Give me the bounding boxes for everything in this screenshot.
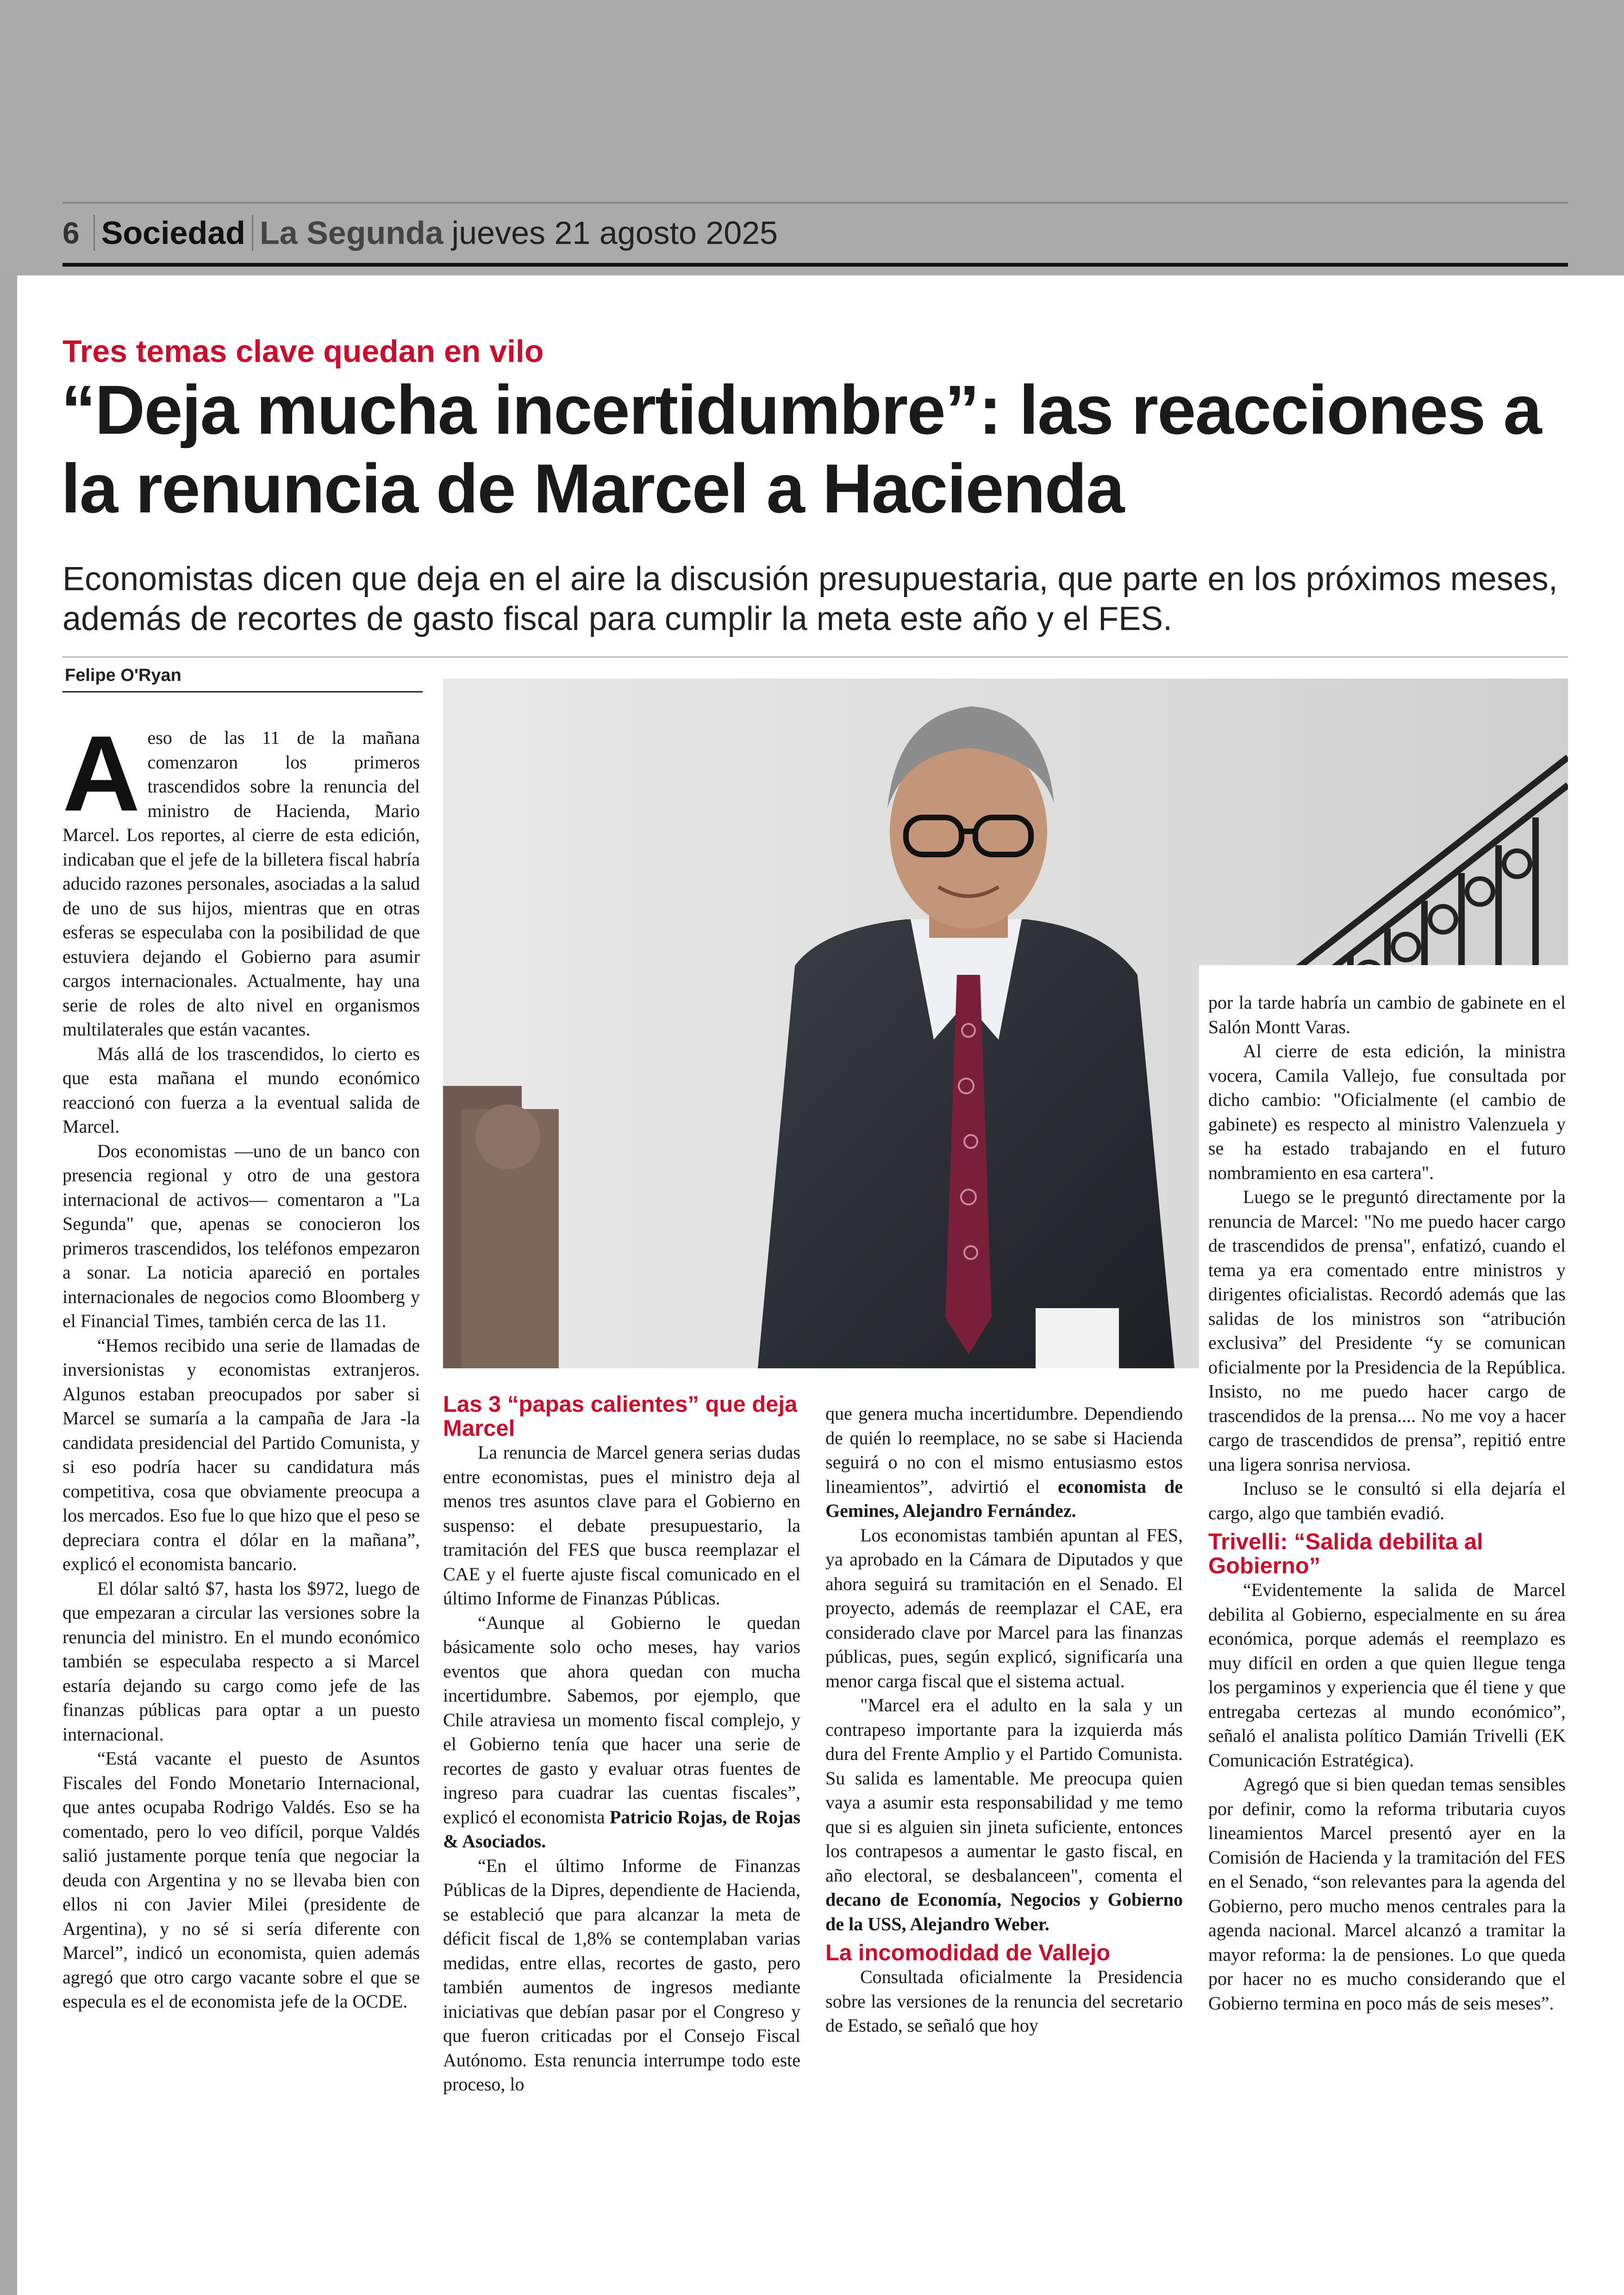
newspaper-name: La Segunda [259, 215, 443, 251]
paragraph: Los economistas también apuntan al FES, ya aprobado en la Cámara de Diputados y que ahora seguirá su tramitación en el Senado. El proyecto, además de reemplazar el CAE, era considerado clave por Marcel para las finanzas públicas, pues, según explicó, significaría una menor carga fiscal que el sistema actual. [825, 1524, 1183, 1691]
text-column-2 [443, 1392, 800, 2097]
section-name: Sociedad [101, 215, 245, 251]
quote-text: “Aunque al Gobierno le quedan básicamente solo ocho meses, hay varios eventos que ahora quedan con mucha incertidumbre. Sabemos, por ejemplo, que Chile atraviesa un momento fiscal complejo, y el Gobierno tenía que hacer una serie de recortes de gasto y evaluar otras fuentes de ingreso para cuadrar las cuentas fiscales”, explicó el economista [443, 1612, 800, 1827]
subheading-papas-calientes: Las 3 “papas calientes” que deja Marcel [443, 1392, 798, 1441]
article-kicker: Tres temas clave quedan en vilo [62, 334, 544, 369]
subheading-vallejo: La incomodidad de Vallejo [825, 1940, 1111, 1965]
subheading-trivelli: Trivelli: “Salida debilita al Gobierno” [1208, 1529, 1483, 1578]
drop-cap: A [62, 714, 140, 834]
article-headline: “Deja mucha incertidumbre”: las reacciones a la renuncia de Marcel a Hacienda [61, 371, 1541, 527]
article-deck: Economistas dicen que deja en el aire la discusión presupuestaria, que parte en los próximos meses, además de recortes de gasto fiscal para cumplir la meta este año y el FES. [62, 561, 1558, 637]
text-column-4 [1208, 991, 1566, 2015]
paragraph: La renuncia de Marcel genera serias dudas entre economistas, pues el ministro deja al menos tres asuntos clave para el Gobierno en suspenso: el debate presupuestario, la tramitación del FES que busca reemplazar el CAE y el fuerte ajuste fiscal comunicado en el último Informe de Finanzas Públicas. [443, 1442, 800, 1609]
header-divider [252, 215, 253, 251]
header-top-rule [62, 202, 1568, 204]
paragraph: Más allá de los trascendidos, lo cierto es que esta mañana el mundo económico reaccionó con fuerza a la eventual salida de Marcel. [62, 1043, 420, 1137]
paragraph: El dólar saltó $7, hasta los $972, luego de que empezaran a circular las versiones sobre la renuncia del ministro. En el mundo económico también se especulaba respecto a si Marcel estaría dejando su cargo como jefe de las finanzas públicas para optar a un puesto internacional. [62, 1578, 420, 1745]
paragraph: “Está vacante el puesto de Asuntos Fiscales del Fondo Monetario Internacional, que antes ocupaba Rodrigo Valdés. Eso se ha comentado, pero lo veo difícil, porque Valdés salió justamente porque tenía que negociar la deuda con Argentina y no se llevaba bien con ellos ni con Javier Milei (presidente de Argentina), y no sé si sería diferente con Marcel”, indicó un economista, quien además agregó que otro cargo vacante sobre el que se especula es el de economista jefe de la OCDE. [62, 1748, 420, 2012]
text-column-1 [62, 714, 420, 2014]
byline-divider [62, 691, 423, 692]
paragraph: Consultada oficialmente la Presidencia sobre las versiones de la renuncia del secretario de Estado, se señaló que hoy [825, 1966, 1183, 2036]
page-number: 6 [62, 216, 80, 250]
paragraph: Luego se le preguntó directamente por la renuncia de Marcel: "No me puedo hacer cargo de trascendidos de prensa", enfatizó, cuando el tema ya era comentado entre ministros y dirigentes oficialistas. Recordó además que las salidas de los ministros son “atribución exclusiva” del Presidente “y se comunican oficialmente por la Presidencia de la República. Insisto, no me puedo hacer cargo de trascendidos de la prensa.... No me voy a hacer cargo de trascendidos de prensa”, repitió entre una ligera sonrisa nerviosa. [1208, 1186, 1566, 1475]
paragraph [825, 1402, 1183, 1523]
paragraph: por la tarde habría un cambio de gabinete en el Salón Montt Varas. [1208, 992, 1566, 1037]
paragraph [443, 1611, 800, 1854]
source-name: decano de Economía, Negocios y Gobierno de la USS, Alejandro Weber. [825, 1889, 1183, 1934]
paragraph: Al cierre de esta edición, la ministra vocera, Camila Vallejo, fue consultada por dicho cambio: "Oficialmente (el cambio de gabinete) es respecto al ministro Valenzuela y se ha estado trabajando en el futuro nombramiento en esa cartera". [1208, 1041, 1566, 1183]
deck-divider [62, 656, 1568, 658]
paragraph: Dos economistas —uno de un banco con presencia regional y otro de una gestora internacional de activos— comentaron a "La Segunda" que, apenas se conocieron los primeros trascendidos, los teléfonos empezaron a sonar. La noticia apareció en portales internacionales de negocios como Bloomberg y el Financial Times, también cerca de las 11. [62, 1140, 420, 1331]
paragraph: “En el último Informe de Finanzas Públicas de la Dipres, dependiente de Hacienda, se estableció que para alcanzar la meta de déficit fiscal de 1,8% se contemplaban varias medidas, entre ellas, recortes de gasto, pero también aumentos de ingresos mediante iniciativas que debían pasar por el Congreso y que fueron criticadas por el Consejo Fiscal Autónomo. Esta renuncia interrumpe todo este proceso, lo [443, 1855, 800, 2095]
paragraph: “Hemos recibido una serie de llamadas de inversionistas y economistas extranjeros. Algunos estaban preocupados por saber si Marcel se sumaría a la campaña de Jara -la candidata presidencial del Partido Comunista, y si eso podría hacer su candidatura más competitiva, cosa que obviamente preocupa a los mercados. Eso fue lo que hizo que el peso se depreciara contra el dólar en la mañana”, explicó el economista bancario. [62, 1335, 420, 1574]
paragraph: Incluso se le consultó si ella dejaría el cargo, algo que también evadió. [1208, 1478, 1566, 1523]
paragraph: eso de las 11 de la mañana comenzaron los primeros trascendidos sobre la renuncia del ministro de Hacienda, Mario Marcel. Los reportes, al cierre de esta edición, indicaban que el jefe de la billetera fiscal habría aducido razones personales, asociadas a la salud de uno de sus hijos, mientras que en otras esferas se especulaba con la posibilidad de que estuviera dejando el Gobierno para asumir cargos internacionales. Actualmente, hay una serie de roles de alto nivel en organismos multilaterales que están vacantes. [62, 727, 420, 1040]
header-divider [94, 215, 95, 251]
issue-date: jueves 21 agosto 2025 [451, 215, 778, 251]
byline: Felipe O'Ryan [65, 666, 181, 685]
text-column-3 [825, 1402, 1183, 2038]
paragraph [825, 1693, 1183, 1936]
header-bottom-rule [62, 263, 1568, 267]
source-name: Patricio Rojas, de Rojas & Asociados. [443, 1806, 800, 1852]
quote-text: que genera mucha incertidumbre. Dependiendo de quién lo reemplace, no se sabe si Hacienda seguirá o no con el mismo entusiasmo estos lineamientos”, advirtió el [825, 1403, 1183, 1497]
quote-text: "Marcel era el adulto en la sala y un contrapeso importante para la izquierda más dura del Frente Amplio y el Partido Comunista. Su salida es lamentable. Me preocupa quien vaya a asumir esta responsabilidad y me temo que si es alguien sin jineta suficiente, entonces los contrapesos a aumentar le gasto fiscal, en año electoral, se desbalanceen", comenta el [825, 1695, 1183, 1886]
source-name: economista de Gemines, Alejandro Fernández. [825, 1476, 1183, 1521]
page-header [62, 202, 1568, 267]
header-row [62, 212, 778, 254]
paragraph: “Evidentemente la salida de Marcel debilita al Gobierno, especialmente en su área económica, porque además el reemplazo es muy difícil en orden a que quien llegue tenga los pergaminos y experiencia que él tiene y que entregaba certezas al mundo económico”, señaló el analista político Damián Trivelli (EK Comunicación Estratégica). [1208, 1579, 1566, 1771]
paragraph: Agregó que si bien quedan temas sensibles por definir, como la reforma tributaria cuyos lineamientos Marcel presentó ayer en la Comisión de Hacienda y la tramitación del FES en el Senado, “son relevantes para la agenda del Gobierno, pero mucho menos centrales para la agenda nacional. Marcel alcanzó a tramitar la mayor reforma: la de pensiones. Lo que queda por hacer no es mucho considerando que el Gobierno termina en poco más de seis meses”. [1208, 1774, 1566, 2014]
